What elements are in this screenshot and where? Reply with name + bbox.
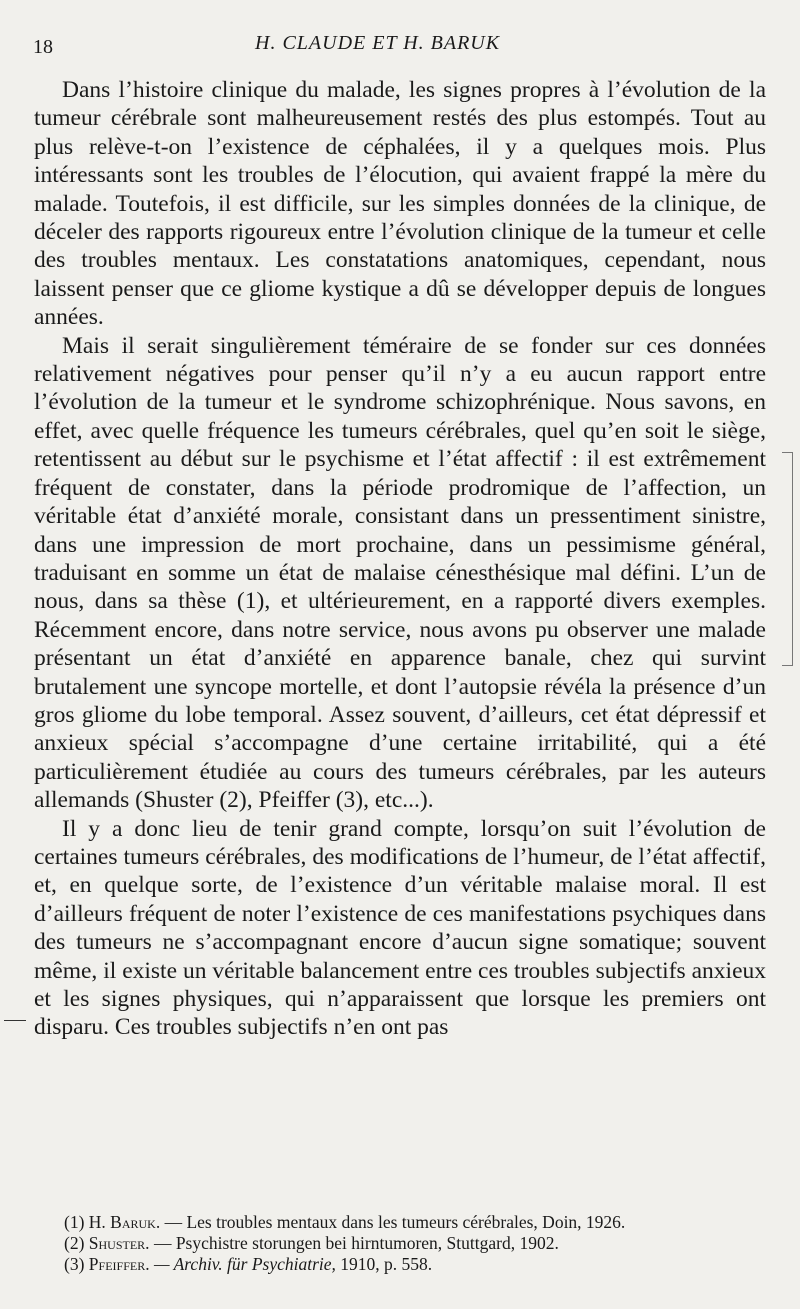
- footnotes: [34, 1212, 774, 1275]
- margin-bracket-mark: [782, 452, 793, 666]
- footnote-journal: — Archiv. für Psychiatrie,: [149, 1254, 336, 1274]
- footnote-text: — Les troubles mentaux dans les tumeurs cérébrales, Doin, 1926.: [160, 1212, 626, 1232]
- footnote-author: Pfeiffer.: [88, 1254, 150, 1274]
- footnote-marker: (3): [64, 1254, 85, 1274]
- footnote-author: H. Baruk.: [88, 1212, 161, 1232]
- paragraph-1: Dans l’histoire clinique du malade, les signes propres à l’évolution de la tumeur cérébrale sont malheureusement restés des plus estompés. Tout au plus relève-t-on l’existence de céphalées, il y a quelques mois. Plus intéressants sont les troubles de l’élocution, qui avaient frappé la mère du malade. Toutefois, il est difficile, sur les simples données de la clinique, de déceler des rapports rigoureux entre l’évolution clinique de la tumeur et celle des troubles mentaux. Les constatations anatomiques, cependant, nous laissent penser que ce gliome kystique a dû se développer depuis de longues années.: [34, 77, 766, 331]
- footnote-text: — Psychistre storungen bei hirntumoren, Stuttgard, 1902.: [149, 1233, 559, 1253]
- footnote-marker: (1): [64, 1212, 85, 1232]
- footnote-author: Shuster.: [88, 1233, 150, 1253]
- running-title: H. CLAUDE ET H. BARUK: [255, 32, 501, 54]
- page-number: 18: [33, 36, 53, 58]
- page-header: [0, 32, 800, 60]
- footnote-1: [34, 1212, 774, 1233]
- footnote-text: 1910, p. 558.: [335, 1254, 433, 1274]
- footnote-3: [34, 1254, 774, 1275]
- paragraph-2: Mais il serait singulièrement téméraire de se fonder sur ces données relativement négatives pour penser qu’il n’y a eu aucun rapport entre l’évolution de la tumeur et le syndrome schizophrénique. Nous savons, en effet, avec quelle fréquence les tumeurs cérébrales, quel qu’en soit le siège, retentissent au début sur le psychisme et l’état affectif : il est extrêmement fréquent de constater, dans la période prodromique de l’affection, un véritable état d’anxiété morale, consistant dans un pressentiment sinistre, dans une impression de mort prochaine, dans un pessimisme général, traduisant en somme un état de malaise cénesthésique mal défini. L’un de nous, dans sa thèse (1), et ultérieurement, en a rapporté divers exemples. Récemment encore, dans notre service, nous avons pu observer une malade présentant un état d’anxiété en apparence banale, chez qui survint brutalement une syncope mortelle, et dont l’autopsie révéla la présence d’un gros gliome du lobe temporal. Assez souvent, d’ailleurs, cet état dépressif et anxieux spécial s’accompagne d’une certaine irritabilité, qui a été particulièrement étudiée au cours des tumeurs cérébrales, par les auteurs allemands (Shuster (2), Pfeiffer (3), etc...).: [34, 332, 766, 814]
- footnote-2: [34, 1233, 774, 1254]
- paragraph-3: Il y a donc lieu de tenir grand compte, lorsqu’on suit l’évolution de certaines tumeurs cérébrales, des modifications de l’humeur, de l’état affectif, et, en quelque sorte, de l’existence d’un véritable malaise moral. Il est d’ailleurs fréquent de noter l’existence de ces manifestations psychiques dans des tumeurs ne s’accompagnant encore d’aucun signe somatique; souvent même, il existe un véritable balancement entre ces troubles subjectifs anxieux et les signes physiques, qui n’apparaissent que lorsque les premiers ont disparu. Ces troubles subjectifs n’en ont pas: [34, 815, 766, 1041]
- margin-dash-mark: [4, 1020, 26, 1021]
- footnote-marker: (2): [64, 1233, 85, 1253]
- body-text: [34, 76, 766, 1042]
